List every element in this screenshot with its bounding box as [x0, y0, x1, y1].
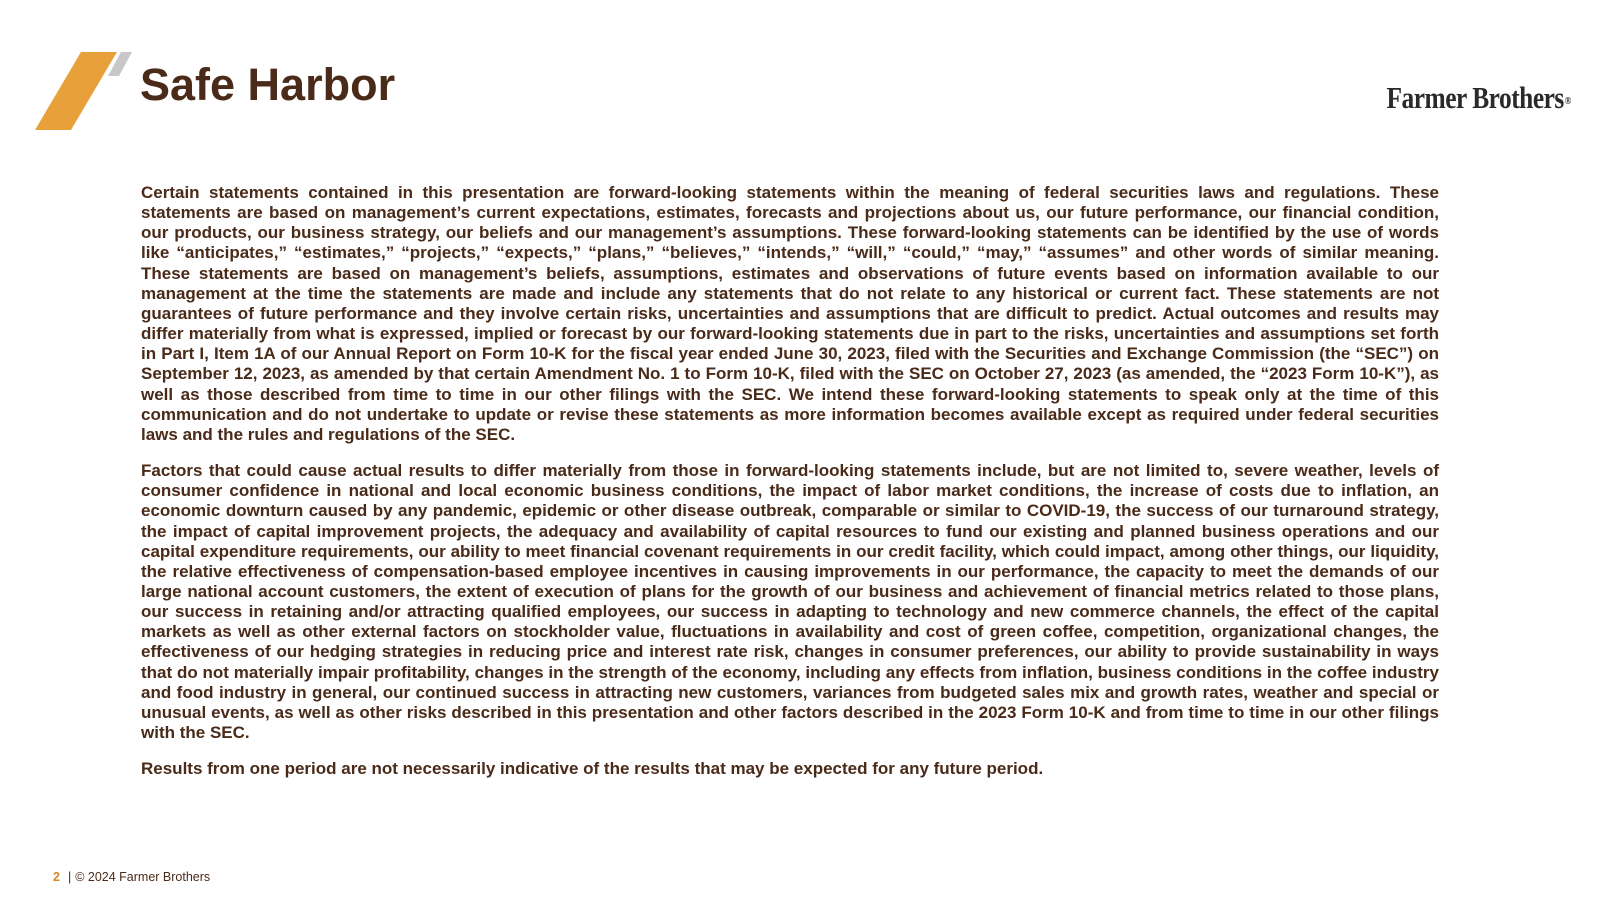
page-title: Safe Harbor	[140, 59, 396, 110]
brand-logo	[1387, 80, 1571, 116]
footer	[53, 869, 210, 885]
brand-slash-graphic	[34, 52, 144, 134]
footer-copyright: © 2024 Farmer Brothers	[75, 870, 211, 884]
results-disclaimer-paragraph: Results from one period are not necessarily indicative of the results that may be expected for any future period.	[141, 759, 1044, 779]
forward-looking-paragraph: Certain statements contained in this presentation are forward-looking statements within the meaning of federal securities laws and regulations. These statements are based on management’s current expectations, estimates, forecasts and projections about us, our future performance, our financial condition, our products, our business strategy, our beliefs and our management’s assumptions. These forward-looking statements can be identified by the use of words like “anticipates,” “estimates,” “projects,” “expects,” “plans,” “believes,” “intends,” “will,” “could,” “may,” “assumes” and other words of similar meaning. These statements are based on management’s beliefs, assumptions, estimates and observations of future events based on information available to our management at the time the statements are made and include any statements that do not relate to any historical or current fact. These statements are not guarantees of future performance and they involve certain risks, uncertainties and assumptions that are difficult to predict. Actual outcomes and results may differ materially from what is expressed, implied or forecast by our forward-looking statements due in part to the risks, uncertainties and assumptions set forth in Part I, Item 1A of our Annual Report on Form 10-K for the fiscal year ended June 30, 2023, filed with the Securities and Exchange Commission (the “SEC”) on September 12, 2023, as amended by that certain Amendment No. 1 to Form 10-K, filed with the SEC on October 27, 2023 (as amended, the “2023 Form 10-K”), as well as those described from time to time in our other filings with the SEC. We intend these forward-looking statements to speak only at the time of this communication and do not undertake to update or revise these statements as more information becomes available except as required under federal securities laws and the rules and regulations of the SEC.	[141, 183, 1439, 444]
orange-slash-shape	[35, 52, 117, 130]
brand-logo-text: Farmer Brothers	[1386, 80, 1564, 115]
page-number: 2	[53, 870, 60, 884]
risk-factors-paragraph: Factors that could cause actual results to differ materially from those in forward-looking statements include, but are not limited to, severe weather, levels of consumer confidence in national and local economic business conditions, the impact of labor market conditions, the increase of costs due to inflation, an economic downturn caused by any pandemic, epidemic or other disease outbreak, comparable or similar to COVID-19, the success of our turnaround strategy, the impact of capital improvement projects, the adequacy and availability of capital resources to fund our existing and planned business operations and our capital expenditure requirements, our ability to meet financial covenant requirements in our credit facility, which could impact, among other things, our liquidity, the relative effectiveness of compensation-based employee incentives in causing improvements in our performance, the capacity to meet the demands of our large national account customers, the extent of execution of plans for the growth of our business and achievement of financial metrics related to those plans, our success in retaining and/or attracting qualified employees, our success in adapting to technology and new commerce channels, the effect of the capital markets as well as other external factors on stockholder value, fluctuations in availability and cost of green coffee, competition, organizational changes, the effectiveness of our hedging strategies in reducing price and interest rate risk, changes in consumer preferences, our ability to provide sustainability in ways that do not materially impair profitability, changes in the strength of the economy, including any effects from inflation, business conditions in the coffee industry and food industry in general, our continued success in attracting new customers, variances from budgeted sales mix and growth rates, weather and special or unusual events, as well as other risks described in this presentation and other factors described in the 2023 Form 10-K and from time to time in our other filings with the SEC.	[141, 461, 1439, 743]
registered-mark: ®	[1564, 95, 1571, 107]
safe-harbor-body	[141, 183, 1439, 779]
footer-separator: |	[67, 870, 72, 884]
